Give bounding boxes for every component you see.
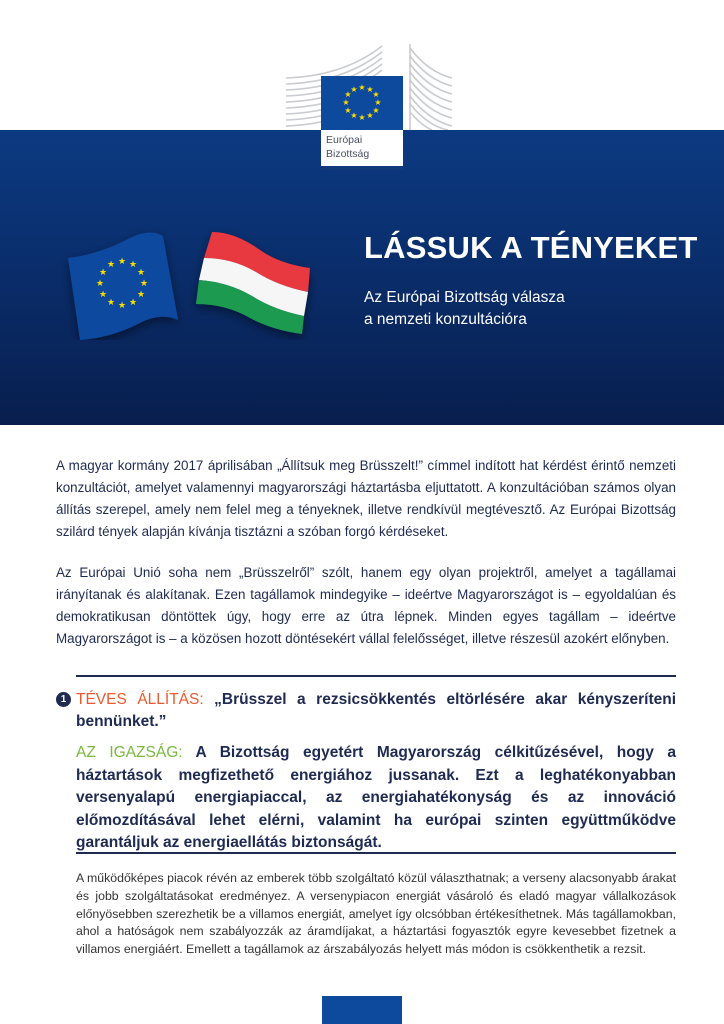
flags-illustration xyxy=(60,220,320,340)
building-right-wing-icon xyxy=(408,42,453,130)
intro-paragraph-2: Az Európai Unió soha nem „Brüsszelről” szólt, hanem egy olyan projektről, amelyet a tagállamai irányítanak és alakítanak. Ezen tagállamok mindegyike – ideértve Magyarországot is – egyoldalúan és demokratikusan döntöttek úgy, hogy erre az útra lépnek. Minden egyes tagállam – ideértve Magyarországot is – a közösen hozott döntésekért vállal felelősséget, illetve részesül azokért előnyben. xyxy=(56,565,676,646)
page-title: LÁSSUK A TÉNYEKET xyxy=(364,230,698,265)
eu-flag-icon xyxy=(68,232,178,340)
svg-text:★: ★ xyxy=(136,290,146,300)
svg-text:★: ★ xyxy=(366,111,374,120)
claim-number-badge: 1 xyxy=(56,692,71,707)
logo-line-2: Bizottság xyxy=(326,148,370,160)
footer-blue-block xyxy=(322,996,402,1024)
section-divider-bottom xyxy=(76,852,676,854)
svg-text:★: ★ xyxy=(106,260,116,270)
svg-text:★: ★ xyxy=(366,85,374,94)
truth-text: A Bizottság egyetért Magyarország célkitűzésével, hogy a háztartások megfizethető energiához jussanak. Ezt a leghatékonyabban versenyalapú energiapiaccal, az energiahatékonyság és az innováció előmozdításával lehet elérni, valamint ha európai szinten együttműködve garantáljuk az energiaellátás biztonságát. xyxy=(76,744,677,851)
svg-text:★: ★ xyxy=(350,85,358,94)
svg-text:★: ★ xyxy=(372,90,380,99)
svg-text:★: ★ xyxy=(98,290,108,300)
svg-text:★: ★ xyxy=(342,98,350,107)
svg-text:★: ★ xyxy=(136,268,146,278)
european-commission-logo xyxy=(321,76,403,166)
svg-text:★: ★ xyxy=(128,298,138,308)
subtitle-line-1: Az Európai Bizottság válasza xyxy=(364,289,565,306)
hungary-flag-icon xyxy=(196,232,310,334)
svg-text:★: ★ xyxy=(95,279,105,289)
svg-text:★: ★ xyxy=(106,298,116,308)
logo-underline xyxy=(321,166,403,170)
eu-stars-icon xyxy=(321,76,403,130)
hero-banner xyxy=(0,130,724,425)
intro-paragraph-1: A magyar kormány 2017 áprilisában „Állítsuk meg Brüsszelt!” címmel indított hat kérdést érintő nemzeti konzultációt, amelyet valamennyi magyarországi háztartásba eljuttatott. A konzultációban számos olyan állítás szerepel, amely nem felel meg a tényeknek, illetve rendkívül megtévesztő. Az Európai Bizottság szilárd tények alapján kívánja tisztázni a szóban forgó kérdéseket. xyxy=(56,458,676,539)
false-claim-block xyxy=(56,689,676,733)
subtitle-line-2: a nemzeti konzultációra xyxy=(364,311,527,328)
svg-text:★: ★ xyxy=(128,260,138,270)
logo-line-1: Európai xyxy=(326,134,363,146)
svg-text:★: ★ xyxy=(344,90,352,99)
svg-text:★: ★ xyxy=(117,301,127,311)
svg-text:★: ★ xyxy=(344,106,352,115)
page-subtitle xyxy=(364,287,565,331)
svg-text:★: ★ xyxy=(117,257,127,267)
svg-text:★: ★ xyxy=(372,106,380,115)
detail-paragraph: A működőképes piacok révén az emberek több szolgáltató közül választhatnak; a verseny alacsonyabb árakat és jobb szolgáltatásokat eredményez. A versenypiacon energiát vásároló és eladó magyar vállalkozások előnyösebben szerezhetik be a villamos energiát, amelyet így olcsóbban értékesíthetnek. Más tagállamokban, ahol a hatóságok nem szabályozzák az áramdíjakat, a háztartási fogyasztók egyre kevesebbet fizetnek a villamos energiáért. Emellett a tagállamok az árszabályozás helyett más módon is csökkenthetik a rezsit. xyxy=(76,871,676,957)
svg-text:★: ★ xyxy=(350,111,358,120)
false-claim-quote: „Brüsszel a rezsicsökkentés eltörlésére akar kényszeríteni bennünket.” xyxy=(76,691,676,730)
truth-block xyxy=(76,742,676,855)
false-claim-label: TÉVES ÁLLÍTÁS: xyxy=(76,691,204,708)
svg-text:★: ★ xyxy=(358,83,366,92)
svg-text:★: ★ xyxy=(374,98,382,107)
logo-text xyxy=(326,133,369,161)
svg-text:★: ★ xyxy=(98,268,108,278)
section-divider-top xyxy=(76,675,676,677)
svg-text:★: ★ xyxy=(139,279,149,289)
false-claim-text xyxy=(76,689,676,733)
svg-text:★: ★ xyxy=(358,113,366,122)
truth-label: AZ IGAZSÁG: xyxy=(76,744,183,761)
